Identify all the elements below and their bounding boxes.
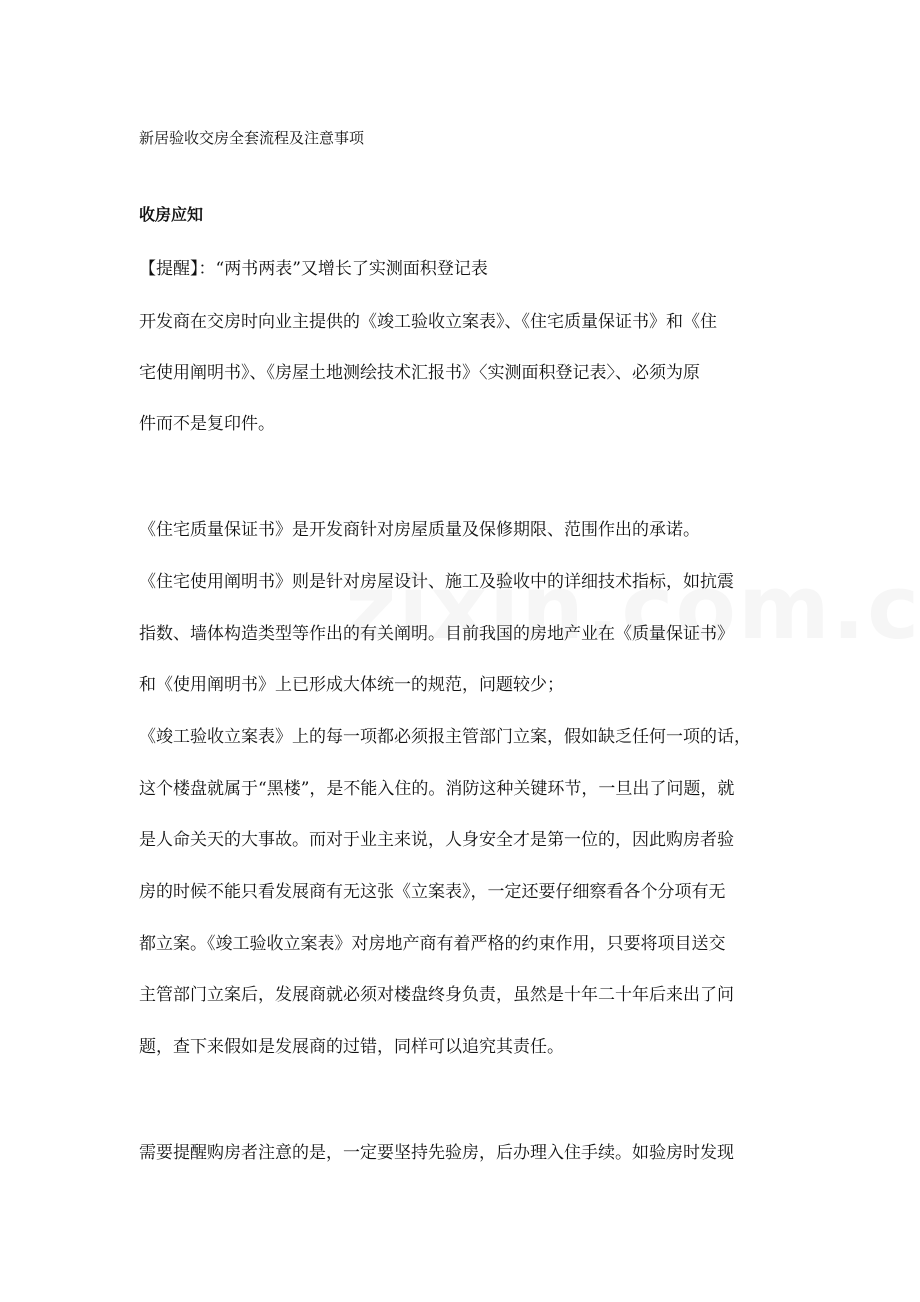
- paragraph-line: 指数、墙体构造类型等作出的有关阐明。目前我国的房地产业在《质量保证书》: [139, 624, 734, 644]
- section-heading: 收房应知: [139, 205, 204, 224]
- reminder-line: 【提醒】：“两书两表”又增长了实测面积登记表: [139, 259, 488, 279]
- paragraph-line: 件而不是复印件。: [139, 414, 275, 434]
- paragraph-line: 宅使用阐明书》、《房屋土地测绘技术汇报书》〈实测面积登记表〉、必须为原: [139, 363, 700, 383]
- paragraph-line: 开发商在交房时向业主提供的《竣工验收立案表》、《住宅质量保证书》和《住: [139, 312, 717, 332]
- document-title: 新居验收交房全套流程及注意事项: [139, 129, 365, 147]
- paragraph-line: 这个楼盘就属于“黑楼”，是不能入住的。消防这种关键环节，一旦出了问题，就: [139, 779, 735, 799]
- paragraph-line: 《竣工验收立案表》上的每一项都必须报主管部门立案，假如缺乏任何一项的话，: [139, 727, 751, 747]
- paragraph-line: 是人命关天的大事故。而对于业主来说，人身安全才是第一位的，因此购房者验: [139, 830, 734, 850]
- paragraph-line: 需要提醒购房者注意的是，一定要坚持先验房，后办理入住手续。如验房时发现: [139, 1143, 734, 1163]
- paragraph-line: 都立案。《竣工验收立案表》对房地产商有着严格的约束作用，只要将项目送交: [139, 934, 726, 954]
- paragraph-line: 题，查下来假如是发展商的过错，同样可以追究其责任。: [139, 1037, 564, 1057]
- paragraph-line: 《住宅质量保证书》是开发商针对房屋质量及保修期限、范围作出的承诺。: [139, 520, 700, 540]
- paragraph-line: 《住宅使用阐明书》则是针对房屋设计、施工及验收中的详细技术指标，如抗震: [139, 572, 734, 592]
- paragraph-line: 和《使用阐明书》上已形成大体统一的规范，问题较少；: [139, 675, 564, 695]
- paragraph-line: 主管部门立案后，发展商就必须对楼盘终身负责，虽然是十年二十年后来出了问: [139, 985, 734, 1005]
- paragraph-line: 房的时候不能只看发展商有无这张《立案表》，一定还要仔细察看各个分项有无: [139, 882, 726, 902]
